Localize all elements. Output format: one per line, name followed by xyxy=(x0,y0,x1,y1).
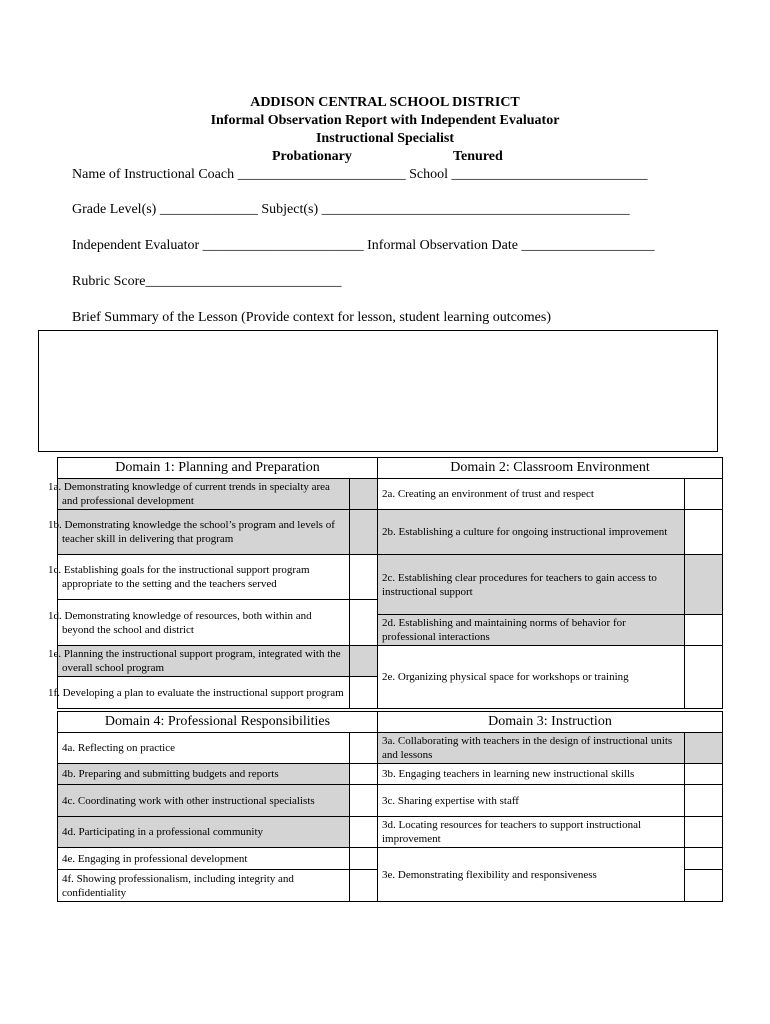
item-4c: 4c. Coordinating work with other instructional specialists xyxy=(58,785,350,817)
score-cell-1e[interactable] xyxy=(350,646,378,677)
score-cell-3c[interactable] xyxy=(685,785,723,817)
score-cell-3e[interactable] xyxy=(685,870,723,902)
role-title: Instructional Specialist xyxy=(315,131,455,146)
score-cell-2a[interactable] xyxy=(685,479,723,510)
item-3e: 3e. Demonstrating flexibility and responsiveness xyxy=(378,848,685,902)
score-cell-4f[interactable] xyxy=(350,870,378,902)
score-cell-4e[interactable] xyxy=(350,848,378,870)
domain-1-2-table xyxy=(48,457,723,709)
score-cell-3a[interactable] xyxy=(685,733,723,764)
score-cell-4c[interactable] xyxy=(350,785,378,817)
score-cell-4a[interactable] xyxy=(350,733,378,764)
probationary-label[interactable]: Probationary xyxy=(272,149,352,164)
lesson-summary-box[interactable] xyxy=(38,330,718,452)
item-3c: 3c. Sharing expertise with staff xyxy=(378,785,685,817)
score-cell-1c[interactable] xyxy=(350,555,378,600)
item-1a: 1a. Demonstrating knowledge of current trends in specialty area and professional development xyxy=(58,479,350,510)
item-2a: 2a. Creating an environment of trust and respect xyxy=(378,479,685,510)
item-1d: 1d. Demonstrating knowledge of resources, both within and beyond the school and district xyxy=(58,600,350,646)
district-title: ADDISON CENTRAL SCHOOL DISTRICT xyxy=(250,95,520,110)
item-1b: 1b. Demonstrating knowledge the school’s program and levels of teacher skill in delivering that program xyxy=(58,510,350,555)
score-cell-3d[interactable] xyxy=(685,817,723,848)
item-3a: 3a. Collaborating with teachers in the design of instructional units and lessons xyxy=(378,733,685,764)
domain-4-heading: Domain 4: Professional Responsibilities xyxy=(58,712,378,733)
item-1f: 1f. Developing a plan to evaluate the instructional support program xyxy=(58,677,350,709)
item-2e: 2e. Organizing physical space for workshops or training xyxy=(378,646,685,709)
evaluator-date-field[interactable]: Independent Evaluator _______________________ Informal Observation Date ___________________ xyxy=(72,238,655,253)
report-title: Informal Observation Report with Independent Evaluator xyxy=(210,113,560,128)
score-cell-3b[interactable] xyxy=(685,764,723,785)
tenured-label[interactable]: Tenured xyxy=(453,149,503,164)
score-cell-3e-top[interactable] xyxy=(685,848,723,870)
score-cell-1a[interactable] xyxy=(350,479,378,510)
score-cell-4b[interactable] xyxy=(350,764,378,785)
item-3b: 3b. Engaging teachers in learning new instructional skills xyxy=(378,764,685,785)
item-4a: 4a. Reflecting on practice xyxy=(58,733,350,764)
score-cell-2e[interactable] xyxy=(685,646,723,709)
grade-subject-field[interactable]: Grade Level(s) ______________ Subject(s) ____________________________________________ xyxy=(72,202,630,217)
item-2c: 2c. Establishing clear procedures for teachers to gain access to instructional support xyxy=(378,555,685,615)
score-cell-1d[interactable] xyxy=(350,600,378,646)
item-1e: 1e. Planning the instructional support program, integrated with the overall school program xyxy=(58,646,350,677)
score-cell-2b[interactable] xyxy=(685,510,723,555)
item-4e: 4e. Engaging in professional development xyxy=(58,848,350,870)
item-4d: 4d. Participating in a professional community xyxy=(58,817,350,848)
item-1c: 1c. Establishing goals for the instructional support program appropriate to the setting and the teachers served xyxy=(58,555,350,600)
score-cell-4d[interactable] xyxy=(350,817,378,848)
item-3d: 3d. Locating resources for teachers to support instructional improvement xyxy=(378,817,685,848)
item-2d: 2d. Establishing and maintaining norms of behavior for professional interactions xyxy=(378,615,685,646)
domain-1-heading: Domain 1: Planning and Preparation xyxy=(58,458,378,479)
coach-school-field[interactable]: Name of Instructional Coach ________________________ School ____________________________ xyxy=(72,167,648,182)
domain-4-3-table xyxy=(57,711,723,902)
score-cell-2d[interactable] xyxy=(685,615,723,646)
domain-3-heading: Domain 3: Instruction xyxy=(378,712,723,733)
item-4f: 4f. Showing professionalism, including integrity and confidentiality xyxy=(58,870,350,902)
score-cell-1b[interactable] xyxy=(350,510,378,555)
item-4b: 4b. Preparing and submitting budgets and reports xyxy=(58,764,350,785)
score-cell-1f[interactable] xyxy=(350,677,378,709)
score-cell-2c[interactable] xyxy=(685,555,723,615)
item-2b: 2b. Establishing a culture for ongoing instructional improvement xyxy=(378,510,685,555)
domain-2-heading: Domain 2: Classroom Environment xyxy=(378,458,723,479)
summary-label: Brief Summary of the Lesson (Provide context for lesson, student learning outcomes) xyxy=(72,310,552,325)
rubric-score-field[interactable]: Rubric Score____________________________ xyxy=(72,274,342,289)
